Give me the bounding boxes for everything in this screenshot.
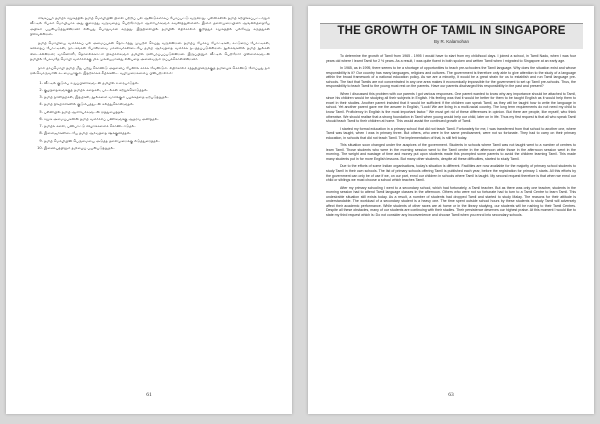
article-author: By R. Kalamohan bbox=[433, 39, 470, 44]
article-paragraph: In 1965, as in 1995, there seems to be a shortage of opportunities to teach pre-schoolers the Tamil language. Why does the situation exist and whose responsibility is it? Our country has many languages, religions and cultures. The government is therefore only able to give attention to the study of a language within the broad framework of a national education policy. As we are a minority, it would be a great strain for us to establish and run Tamil language pre-schools. The fact that Tamils are not concentrated in any one area makes it economically impossible for the government to set up Tamil pre-schools. Thus, the responsibility to teach Tamil to the young must rest on the parents. Have our parents discharged this responsibility in the past and present? bbox=[326, 66, 576, 89]
list-item: 7. தமிழ்க் கலை, பண்பாட்டு விழாக்களைக் கொண்டாடுதல். bbox=[44, 124, 270, 129]
page-number: 63 bbox=[448, 392, 454, 398]
article-paragraph: After my primary schooling I went to a secondary school, which had fortunately, a Tamil teacher. But as there was only one teacher, students in the morning session had to attend Tamil language classes in the afternoon. Others who were not so fortunate had to turn to a Tamil Centre to learn Tamil. This undesirable situation still exists today. As a result, a number of students had dropped Tamil and started to study Malay. The reasons for their attitude is understandable. The workload of a secondary student is a heavy one. The time spent outside school hours by these students to study Tamil will adversely affect their academic performance. While students of other races are at home or in the library studying, our students will be rushing to their Tamil Centres. Despite all these obstacles, many of our students are continuing with their studies. Their persistence deserves our highest praise. At this moment I would like to state my third request which is: Do not consider any inconvenience and choose Tamil when you enrol into secondary schools. bbox=[326, 185, 576, 217]
right-page bbox=[308, 6, 594, 414]
article-body bbox=[326, 54, 576, 221]
tamil-paragraph: நாம் தாய்மொழி தமிழ் மீது பற்று கொண்டு அதனைப் பேணிக் காக்க வேண்டும். எதிர்காலச் சந்ததியினருக்குத் தமிழைக் கொண்டு சேர்ப்பது நம் ஒவ்வொருவரின் கடமையாகும். இதற்காகக் கீழ்க்கண்ட வழிமுறைகளைப் பின்பற்றலாம்: bbox=[30, 66, 270, 76]
list-item: 3. தமிழ் நாளிதழ்கள், இதழ்கள், நூல்களை வாசிக்கும் பழக்கத்தை ஏற்படுத்துதல். bbox=[44, 95, 270, 100]
article-paragraph: This situation soon changed under the auspices of the government. Students in schools where Tamil was not taught went to a number of centres to learn Tamil. Those students who were in the morning session went to the Tamil centre in the afternoon while those in the afternoon session went in the morning. The weight and wastage of time and money put upon students made this prompted some parents to avoid the children learning Tamil. This made many students put in for more English lessons. But many other students, despite all these difficulties, started to study Tamil. bbox=[326, 143, 576, 161]
left-page bbox=[6, 6, 292, 414]
list-item: 1. வீட்டில் குடும்ப உறுப்பினர்களுடன் தமிழில் உரையாடுதல். bbox=[44, 81, 270, 86]
tamil-numbered-list bbox=[30, 81, 270, 152]
article-paragraph: To determine the growth of Tamil from 1965 - 1995 I would have to start from my childhood days. I joined a school, in Tamil Nadu, when I was four years old where I learnt Tamil for 2 ½ years. As a result, I was quite fluent in both spoken and written Tamil when I migrated to Singapore at an early age. bbox=[326, 54, 576, 63]
list-item: 5. பள்ளியில் தமிழ் ஆசிரியர்களுடன் ஒத்துழைத்தல். bbox=[44, 110, 270, 115]
tamil-paragraph: தமிழ் மொழியை வளர்க்கப் பல அமைப்புகள் தொடர்ந்து முயற்சி செய்து வருகின்றன. தமிழ்ப் பேச்சுப் போட்டிகள், கட்டுரைப் போட்டிகள், கவிதைப் போட்டிகள், நாடகங்கள் போன்றவை மாணவர்களிடையே தமிழ் ஆர்வத்தை வளர்க்க நடத்தப்படுகின்றன. நூலகங்களில் தமிழ் நூல்கள் கிடைக்கின்றன; வானொலி, தொலைக்காட்சி நிகழ்ச்சிகளும் தமிழில் ஒளிபரப்பப்படுகின்றன. இருப்பினும் வீட்டில் பெற்றோர் பிள்ளைகளுடன் தமிழில் பேசுவதே மொழி வளர்ச்சிக்கு மிக முக்கியமானது என்பதை அனைவரும் ஒப்புக்கொள்கின்றனர். bbox=[30, 41, 270, 61]
article-paragraph: Due to the efforts of some Indian organisations, today's situation is different. Facilities are now available for the majority of primary school students to study Tamil in their own schools. The list of primary schools offering Tamil is published each year, before the registration for primary 1 starts. All this efforts by the government can only be of use if we, on our part, enrol our children in schools where Tamil is taught. My second request therefore is that when we enrol our child or siblings we must choose a school which teaches Tamil. bbox=[326, 164, 576, 183]
tamil-paragraph: சிங்கப்பூர் தமிழ்ச் சமூகத்தில் தமிழ் மொழியின் நிலை பற்றிப் பல ஆண்டுகளாகப் பேசப்பட்டு வருகிறது. பள்ளிகளில் தமிழ் கற்பிக்கப்பட்டாலும் வீட்டில் பேசும் மொழியாக அது குறைந்து வருவதைப் பெற்றோரும் ஆசிரியர்களும் கவனித்துள்ளனர். இளம் தலைமுறையினர் ஆங்கிலத்தையே அதிகம் பயன்படுத்துகின்றனர் என்பது பொதுவான கருத்து. இந்நிலையில் தமிழின் எதிர்காலம் குறித்துச் சமூகத்தில் பல்வேறு கருத்துகள் நிலவுகின்றன. bbox=[30, 16, 270, 36]
page-number: 61 bbox=[146, 392, 152, 398]
article-title: THE GROWTH OF TAMIL IN SINGAPORE bbox=[337, 25, 566, 37]
list-item: 9. தமிழ் மொழியின் பெருமையை அடுத்த தலைமுறைக்கு எடுத்துரைத்தல். bbox=[44, 139, 270, 144]
list-item: 10. இணையத்திலும் தமிழைப் பயன்படுத்துதல். bbox=[44, 146, 270, 151]
article-paragraph: I started my formal education in a primary school that did not teach Tamil. Fortunately for me, I was transferred from that school to another one, where Tamil was taught, when I was in primary three. But others, who were in the same predicament, were not so fortunate. They had to carry on their primary education, in schools that did not teach Tamil. The implementation of that, is still felt today. bbox=[326, 126, 576, 140]
list-item: 6. சமூக அமைப்புகளின் தமிழ் வளர்ச்சிப் பணிகளுக்கு ஆதரவு அளித்தல். bbox=[44, 117, 270, 122]
list-item: 4. தமிழ் நிகழ்ச்சிகளில் குடும்பத்துடன் கலந்துகொள்ளுதல். bbox=[44, 102, 270, 107]
list-item: 8. இளைஞர்களிடையே தமிழ் ஆர்வத்தை ஊக்குவித்தல். bbox=[44, 131, 270, 136]
tamil-article-text bbox=[30, 16, 270, 155]
article-paragraph: When I discussed this problem with our parents I got various responses. One parent wanted to know why any importance should be attached to Tamil, since his children would be studying all their subjects in English. His feeling was that it would be better for them to be taught English as it would help them to excel in their studies. Another parent insisted that it would be sufficient if the children can speak Tamil, as they will be taught how to write the language in school. Yet another parent gave me the answer in English, "Look! We are living in a multi-racial country. The long term requirements do not need my child to know Tamil. Proficiency in English is the most important factor." We must get rid of these differences in opinion. But there are people, like myself, who think otherwise. We should realise that a strong foundation in Tamil when young would help our child, later on in life. Thus my first request is that all who speak Tamil should teach Tamil to their children at home. This would assist the continued growth of Tamil. bbox=[326, 91, 576, 124]
list-item: 2. குழந்தைகளுக்குத் தமிழ்க் கதைகள், பாடல்கள் கற்றுக்கொடுத்தல். bbox=[44, 88, 270, 93]
